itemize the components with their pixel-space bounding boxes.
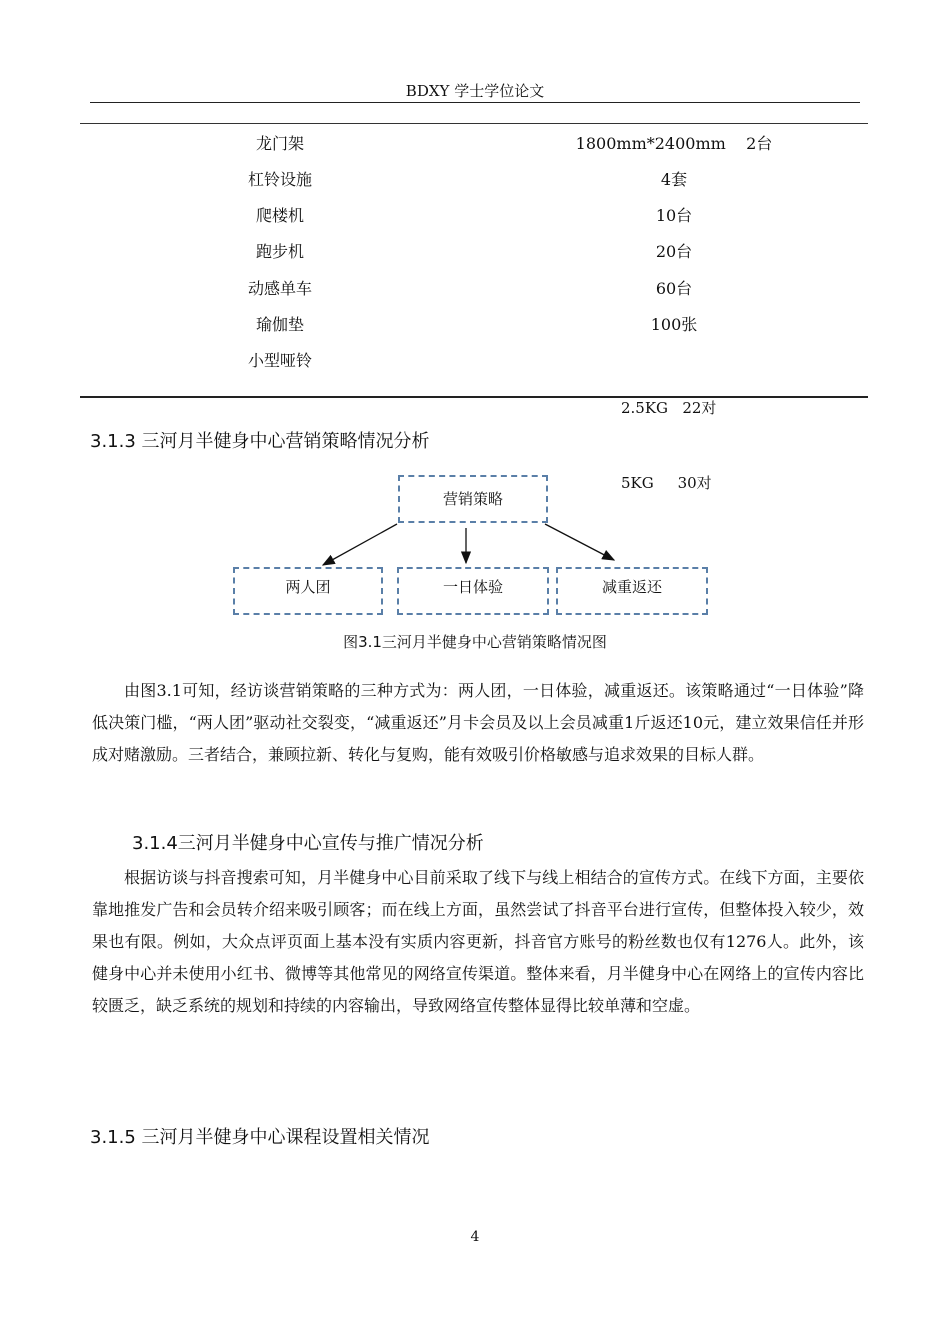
section-heading-3-1-4: 3.1.4三河月半健身中心宣传与推广情况分析 xyxy=(132,833,484,854)
equipment-spec: 20台 xyxy=(655,242,693,261)
page-header: BDXY 学士学位论文 xyxy=(405,82,545,100)
diagram-node-child: 一日体验 xyxy=(397,567,549,615)
equipment-spec-line: 5KG 30对 xyxy=(621,474,712,492)
section-heading-3-1-3: 3.1.3 三河月半健身中心营销策略情况分析 xyxy=(90,431,430,452)
equipment-name: 杠铃设施 xyxy=(247,170,312,189)
body-paragraph: 根据访谈与抖音搜索可知，月半健身中心目前采取了线下与线上相结合的宣传方式。在线下方面，主要依靠地推发广告和会员转介绍来吸引顾客；而在线上方面，虽然尝试了抖音平台进行宣传，但整体投入较少，效果也有限。例如，大众点评页面上基本没有实质内容更新，抖音官方账号的粉丝数也仅有1276人。此外，该健身中心并未使用小红书、微博等其他常见的网络宣传渠道。整体来看，月半健身中心在网络上的宣传内容比较匮乏，缺乏系统的规划和持续的内容输出，导致网络宣传整体显得比较单薄和空虚。 xyxy=(92,868,864,1015)
equipment-name: 瑜伽垫 xyxy=(255,315,304,334)
equipment-name: 动感单车 xyxy=(247,279,312,298)
arrow-right xyxy=(545,524,614,560)
equipment-spec: 1800mm*2400mm 2台 xyxy=(575,134,773,153)
diagram-node-child: 减重返还 xyxy=(556,567,708,615)
equipment-name: 龙门架 xyxy=(255,134,304,153)
equipment-name: 跑步机 xyxy=(255,242,304,261)
arrow-left xyxy=(323,524,397,565)
equipment-name: 小型哑铃 xyxy=(247,351,312,370)
page-number: 4 xyxy=(470,1229,480,1245)
equipment-spec: 60台 xyxy=(655,279,693,298)
equipment-spec: 4套 xyxy=(660,170,688,189)
diagram-node-root: 营销策略 xyxy=(398,475,548,523)
body-paragraph: 由图3.1可知，经访谈营销策略的三种方式为：两人团，一日体验，减重返还。该策略通过“一日体验”降低决策门槛，“两人团”驱动社交裂变，“减重返还”月卡会员及以上会员减重1斤返还10元，建立效果信任并形成对赌激励。三者结合，兼顾拉新、转化与复购，能有效吸引价格敏感与追求效果的目标人群。 xyxy=(92,681,864,764)
strategy-diagram xyxy=(225,468,725,620)
table-top-rule xyxy=(80,123,868,124)
equipment-spec-line: 2.5KG 22对 xyxy=(621,399,717,417)
section-heading-3-1-5: 3.1.5 三河月半健身中心课程设置相关情况 xyxy=(90,1127,430,1148)
equipment-spec: 10台 xyxy=(655,206,693,225)
figure-caption: 图3.1三河月半健身中心营销策略情况图 xyxy=(343,633,607,651)
table-bottom-rule xyxy=(80,396,868,398)
diagram-node-child: 两人团 xyxy=(233,567,383,615)
equipment-spec: 100张 xyxy=(650,315,698,334)
header-rule xyxy=(90,102,860,103)
equipment-name: 爬楼机 xyxy=(255,206,304,225)
